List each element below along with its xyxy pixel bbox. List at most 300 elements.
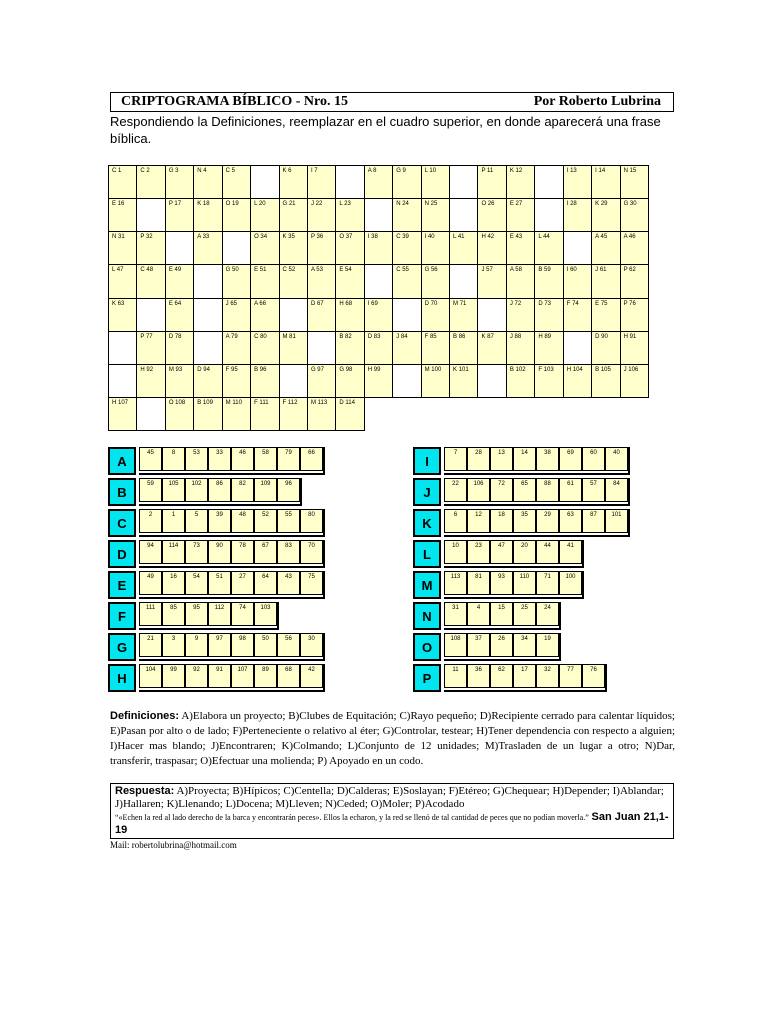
word-cell[interactable]: 54 [185, 571, 208, 595]
word-letter: D [108, 540, 136, 568]
word-letter: G [108, 633, 136, 661]
word-cell[interactable]: 1 [162, 509, 185, 533]
answer-text: A)Proyecta; B)Hípicos; C)Centella; D)Calderas; E)Soslayan; F)Etéreo; G)Chequear; H)Depender; I)Ablandar; J)Hallaren; K)Llenando; L)Docena; M)Lleven; N)Ceded; O)Moler; P)Acodado [115, 785, 664, 810]
grid-blank-cell [364, 198, 393, 232]
grid-cell: O 108 [165, 397, 194, 431]
word-cell[interactable]: 77 [559, 664, 582, 688]
word-row-f [108, 602, 279, 630]
word-cell[interactable]: 47 [490, 540, 513, 564]
grid-cell: M 93 [165, 364, 194, 398]
word-row-l [413, 540, 584, 568]
word-cell[interactable]: 105 [162, 478, 185, 502]
grid-cell: I 13 [563, 165, 592, 199]
grid-cell: J 65 [222, 298, 251, 332]
word-cell[interactable]: 87 [582, 509, 605, 533]
grid-cell: K 63 [108, 298, 137, 332]
word-cell[interactable]: 44 [536, 540, 559, 564]
grid-cell: H 68 [335, 298, 364, 332]
word-cell[interactable]: 48 [231, 509, 254, 533]
word-letter: M [413, 571, 441, 599]
word-cell[interactable]: 55 [277, 509, 300, 533]
grid-cell: H 91 [620, 331, 649, 365]
grid-cell: B 82 [335, 331, 364, 365]
grid-cell: K 35 [279, 231, 308, 265]
grid-cell: N 24 [392, 198, 421, 232]
grid-cell: C 5 [222, 165, 251, 199]
grid-cell: C 52 [279, 264, 308, 298]
grid-cell: J 61 [591, 264, 620, 298]
word-letter: A [108, 447, 136, 475]
grid-cell: C 1 [108, 165, 137, 199]
grid-cell: C 55 [392, 264, 421, 298]
word-cell[interactable]: 15 [490, 602, 513, 626]
word-cell[interactable]: 112 [208, 602, 231, 626]
grid-cell: D 70 [421, 298, 450, 332]
grid-cell: G 97 [307, 364, 336, 398]
grid-cell: N 31 [108, 231, 137, 265]
grid-cell: P 77 [136, 331, 165, 365]
word-row-j [413, 478, 630, 506]
grid-cell: L 20 [250, 198, 279, 232]
grid-blank-cell [534, 198, 563, 232]
grid-cell: K 18 [193, 198, 222, 232]
grid-cell: E 54 [335, 264, 364, 298]
grid-cell: I 14 [591, 165, 620, 199]
word-cell[interactable]: 14 [513, 447, 536, 471]
word-cell[interactable]: 83 [277, 540, 300, 564]
grid-cell: O 34 [250, 231, 279, 265]
word-cell[interactable]: 72 [490, 478, 513, 502]
grid-cell: D 83 [364, 331, 393, 365]
word-cell[interactable]: 99 [162, 664, 185, 688]
grid-cell: D 114 [335, 397, 364, 431]
grid-cell: F 111 [250, 397, 279, 431]
word-row-p [413, 664, 607, 692]
grid-blank-cell [250, 165, 279, 199]
grid-cell: K 12 [506, 165, 535, 199]
grid-blank-cell [222, 231, 251, 265]
word-cell[interactable]: 101 [605, 509, 628, 533]
word-cell[interactable]: 28 [467, 447, 490, 471]
word-cell[interactable]: 68 [277, 664, 300, 688]
word-cell[interactable]: 41 [559, 540, 582, 564]
word-cell[interactable]: 20 [513, 540, 536, 564]
grid-cell: A 8 [364, 165, 393, 199]
grid-cell: I 40 [421, 231, 450, 265]
word-cell[interactable]: 78 [231, 540, 254, 564]
grid-cell: B 105 [591, 364, 620, 398]
word-cell[interactable]: 34 [513, 633, 536, 657]
grid-cell: A 66 [250, 298, 279, 332]
word-cell[interactable]: 27 [231, 571, 254, 595]
word-cell[interactable]: 16 [162, 571, 185, 595]
word-cell[interactable]: 36 [467, 664, 490, 688]
word-cell[interactable]: 60 [582, 447, 605, 471]
word-cell[interactable]: 95 [185, 602, 208, 626]
word-cell[interactable]: 57 [582, 478, 605, 502]
word-cell[interactable]: 65 [513, 478, 536, 502]
word-cell[interactable]: 108 [444, 633, 467, 657]
grid-cell: A 33 [193, 231, 222, 265]
word-cell[interactable]: 96 [277, 478, 300, 502]
definitions [110, 709, 675, 769]
grid-cell: L 10 [421, 165, 450, 199]
word-cell[interactable]: 98 [231, 633, 254, 657]
word-cell[interactable]: 97 [208, 633, 231, 657]
word-letter: H [108, 664, 136, 692]
grid-cell: K 87 [477, 331, 506, 365]
word-letter: L [413, 540, 441, 568]
grid-cell: K 101 [449, 364, 478, 398]
grid-blank-cell [193, 298, 222, 332]
grid-cell: A 45 [591, 231, 620, 265]
grid-cell: E 51 [250, 264, 279, 298]
word-cell[interactable]: 86 [208, 478, 231, 502]
grid-cell: I 7 [307, 165, 336, 199]
grid-cell: P 36 [307, 231, 336, 265]
word-cell[interactable]: 109 [254, 478, 277, 502]
grid-cell: K 6 [279, 165, 308, 199]
grid-cell: H 89 [534, 331, 563, 365]
word-cell[interactable]: 33 [208, 447, 231, 471]
word-cell[interactable]: 76 [582, 664, 605, 688]
word-letter: B [108, 478, 136, 506]
grid-cell: L 47 [108, 264, 137, 298]
grid-blank-cell [108, 364, 137, 398]
grid-cell: B 59 [534, 264, 563, 298]
cryptogram-grid [108, 165, 648, 430]
grid-cell: H 92 [136, 364, 165, 398]
grid-blank-cell [193, 331, 222, 365]
word-cell[interactable]: 19 [536, 633, 559, 657]
grid-cell: A 53 [307, 264, 336, 298]
grid-cell: D 67 [307, 298, 336, 332]
word-letter: E [108, 571, 136, 599]
bible-citation: San Juan 21,1-19 [115, 811, 669, 836]
grid-blank-cell [534, 165, 563, 199]
word-letter: C [108, 509, 136, 537]
grid-cell: L 23 [335, 198, 364, 232]
grid-cell: I 60 [563, 264, 592, 298]
grid-cell: M 71 [449, 298, 478, 332]
word-cell[interactable]: 13 [490, 447, 513, 471]
word-cell[interactable]: 58 [254, 447, 277, 471]
word-cell[interactable]: 23 [467, 540, 490, 564]
grid-cell: E 64 [165, 298, 194, 332]
grid-blank-cell [364, 264, 393, 298]
word-cell[interactable]: 114 [162, 540, 185, 564]
grid-cell: J 72 [506, 298, 535, 332]
contact-email: Mail: robertolubrina@hotmail.com [110, 840, 237, 850]
grid-cell: G 3 [165, 165, 194, 199]
grid-cell: O 19 [222, 198, 251, 232]
instructions: Respondiendo la Definiciones, reemplazar en el cuadro superior, en donde aparecerá una frase bíblica. [110, 114, 661, 146]
grid-blank-cell [193, 264, 222, 298]
grid-blank-cell [477, 364, 506, 398]
word-cell[interactable]: 30 [300, 633, 323, 657]
word-cell[interactable]: 82 [231, 478, 254, 502]
grid-cell: H 42 [477, 231, 506, 265]
grid-cell: K 29 [591, 198, 620, 232]
word-cell[interactable]: 102 [185, 478, 208, 502]
word-letter: P [413, 664, 441, 692]
word-cell[interactable]: 49 [139, 571, 162, 595]
grid-cell: F 95 [222, 364, 251, 398]
grid-cell: E 49 [165, 264, 194, 298]
word-cell[interactable]: 111 [139, 602, 162, 626]
word-cell[interactable]: 69 [559, 447, 582, 471]
word-cell[interactable]: 70 [300, 540, 323, 564]
word-row-g [108, 633, 325, 661]
grid-cell: G 98 [335, 364, 364, 398]
grid-blank-cell [165, 231, 194, 265]
grid-blank-cell [136, 298, 165, 332]
grid-cell: D 73 [534, 298, 563, 332]
word-cell[interactable]: 110 [513, 571, 536, 595]
grid-cell: B 96 [250, 364, 279, 398]
word-cell[interactable]: 29 [536, 509, 559, 533]
grid-cell: P 32 [136, 231, 165, 265]
word-cell[interactable]: 35 [513, 509, 536, 533]
title-bar [110, 92, 674, 112]
grid-cell: D 90 [591, 331, 620, 365]
grid-blank-cell [335, 165, 364, 199]
grid-cell: O 37 [335, 231, 364, 265]
word-row-b [108, 478, 302, 506]
grid-cell: A 79 [222, 331, 251, 365]
grid-cell: B 109 [193, 397, 222, 431]
word-row-k [413, 509, 630, 537]
grid-cell: P 62 [620, 264, 649, 298]
word-cell[interactable]: 79 [277, 447, 300, 471]
grid-cell: A 58 [506, 264, 535, 298]
grid-cell: A 46 [620, 231, 649, 265]
grid-blank-cell [136, 397, 165, 431]
word-cell[interactable]: 10 [444, 540, 467, 564]
page-title: CRIPTOGRAMA BÍBLICO - Nro. 15 [121, 94, 349, 109]
grid-cell: B 86 [449, 331, 478, 365]
word-cell[interactable]: 26 [490, 633, 513, 657]
word-cell[interactable]: 31 [444, 602, 467, 626]
grid-cell: E 16 [108, 198, 137, 232]
word-cell[interactable]: 84 [605, 478, 628, 502]
word-cell[interactable]: 25 [513, 602, 536, 626]
word-cell[interactable]: 39 [208, 509, 231, 533]
word-cell[interactable]: 6 [444, 509, 467, 533]
word-cell[interactable]: 56 [277, 633, 300, 657]
word-cell[interactable]: 42 [300, 664, 323, 688]
word-cell[interactable]: 67 [254, 540, 277, 564]
word-cell[interactable]: 22 [444, 478, 467, 502]
grid-cell: F 112 [279, 397, 308, 431]
word-cell[interactable]: 5 [185, 509, 208, 533]
grid-cell: N 4 [193, 165, 222, 199]
grid-cell: C 80 [250, 331, 279, 365]
grid-cell: O 26 [477, 198, 506, 232]
word-row-n [413, 602, 561, 630]
grid-blank-cell [563, 231, 592, 265]
grid-cell: H 104 [563, 364, 592, 398]
word-row-h [108, 664, 325, 692]
word-cell[interactable]: 73 [185, 540, 208, 564]
word-cell[interactable]: 9 [185, 633, 208, 657]
grid-cell: F 85 [421, 331, 450, 365]
answer-box [110, 783, 674, 839]
word-cell[interactable]: 59 [139, 478, 162, 502]
word-row-m [413, 571, 584, 599]
word-cell[interactable]: 113 [444, 571, 467, 595]
word-row-o [413, 633, 561, 661]
word-cell[interactable]: 75 [300, 571, 323, 595]
grid-cell: G 9 [392, 165, 421, 199]
grid-cell: M 100 [421, 364, 450, 398]
grid-blank-cell [136, 198, 165, 232]
grid-cell: E 43 [506, 231, 535, 265]
word-cell[interactable]: 53 [185, 447, 208, 471]
grid-cell: J 57 [477, 264, 506, 298]
grid-cell: F 103 [534, 364, 563, 398]
grid-blank-cell [563, 331, 592, 365]
word-cell[interactable]: 46 [231, 447, 254, 471]
word-cell[interactable]: 100 [559, 571, 582, 595]
word-cell[interactable]: 93 [490, 571, 513, 595]
grid-cell: P 76 [620, 298, 649, 332]
grid-cell: L 41 [449, 231, 478, 265]
word-cell[interactable]: 40 [605, 447, 628, 471]
word-cell[interactable]: 43 [277, 571, 300, 595]
word-cell[interactable]: 51 [208, 571, 231, 595]
grid-blank-cell [449, 165, 478, 199]
definitions-label: Definiciones: [110, 710, 180, 722]
word-cell[interactable]: 8 [162, 447, 185, 471]
word-cell[interactable]: 52 [254, 509, 277, 533]
grid-cell: I 38 [364, 231, 393, 265]
word-cell[interactable]: 2 [139, 509, 162, 533]
grid-cell: J 22 [307, 198, 336, 232]
word-cell[interactable]: 74 [231, 602, 254, 626]
word-row-d [108, 540, 325, 568]
word-cell[interactable]: 89 [254, 664, 277, 688]
grid-blank-cell [307, 331, 336, 365]
word-letter: F [108, 602, 136, 630]
word-letter: K [413, 509, 441, 537]
grid-cell: M 110 [222, 397, 251, 431]
definitions-text: A)Elabora un proyecto; B)Clubes de Equitación; C)Rayo pequeño; D)Recipiente cerrado para calentar líquidos; E)Pasan por alto o de lado; F)Perteneciente o relativo al éter; G)Controlar, testear; H)Tener dependencia con respecto a alguien; I)Hacer mas blando; J)Encontraren; K)Colmando; L)Conjunto de 12 unidades; M)Trasladen de un lugar a otro; N)Dar, transferir, traspasar; O)Efectuar una molienda; P) Apoyado en un codo. [110, 710, 675, 767]
grid-cell: G 56 [421, 264, 450, 298]
word-cell[interactable]: 90 [208, 540, 231, 564]
word-cell[interactable]: 38 [536, 447, 559, 471]
grid-cell: N 15 [620, 165, 649, 199]
word-cell[interactable]: 3 [162, 633, 185, 657]
grid-cell: B 102 [506, 364, 535, 398]
grid-cell: G 50 [222, 264, 251, 298]
grid-cell: P 17 [165, 198, 194, 232]
word-row-i [413, 447, 630, 475]
grid-cell: H 107 [108, 397, 137, 431]
word-cell[interactable]: 45 [139, 447, 162, 471]
grid-cell: G 30 [620, 198, 649, 232]
grid-cell: F 74 [563, 298, 592, 332]
word-cell[interactable]: 17 [513, 664, 536, 688]
grid-cell: H 99 [364, 364, 393, 398]
word-letter: N [413, 602, 441, 630]
grid-cell: C 2 [136, 165, 165, 199]
grid-cell: I 28 [563, 198, 592, 232]
word-cell[interactable]: 18 [490, 509, 513, 533]
word-cell[interactable]: 94 [139, 540, 162, 564]
word-cell[interactable]: 103 [254, 602, 277, 626]
word-cell[interactable]: 66 [300, 447, 323, 471]
grid-cell: I 69 [364, 298, 393, 332]
word-row-a [108, 447, 325, 475]
word-cell[interactable]: 62 [490, 664, 513, 688]
word-cell[interactable]: 88 [536, 478, 559, 502]
word-cell[interactable]: 4 [467, 602, 490, 626]
grid-blank-cell [279, 298, 308, 332]
word-cell[interactable]: 92 [185, 664, 208, 688]
word-cell[interactable]: 7 [444, 447, 467, 471]
grid-cell: N 25 [421, 198, 450, 232]
word-cell[interactable]: 71 [536, 571, 559, 595]
word-cell[interactable]: 24 [536, 602, 559, 626]
word-cell[interactable]: 37 [467, 633, 490, 657]
word-cell[interactable]: 91 [208, 664, 231, 688]
grid-cell: G 21 [279, 198, 308, 232]
word-cell[interactable]: 85 [162, 602, 185, 626]
grid-cell: D 94 [193, 364, 222, 398]
word-row-e [108, 571, 325, 599]
answer-label: Respuesta: [115, 785, 175, 797]
grid-blank-cell [279, 364, 308, 398]
grid-cell: D 78 [165, 331, 194, 365]
grid-cell: J 88 [506, 331, 535, 365]
author: Por Roberto Lubrina [533, 94, 661, 109]
word-cell[interactable]: 80 [300, 509, 323, 533]
grid-cell: E 75 [591, 298, 620, 332]
grid-cell: L 44 [534, 231, 563, 265]
grid-cell: E 27 [506, 198, 535, 232]
word-cell[interactable]: 21 [139, 633, 162, 657]
word-cell[interactable]: 104 [139, 664, 162, 688]
word-cell[interactable]: 106 [467, 478, 490, 502]
grid-blank-cell [108, 331, 137, 365]
grid-blank-cell [392, 364, 421, 398]
grid-cell: J 84 [392, 331, 421, 365]
word-cell[interactable]: 63 [559, 509, 582, 533]
grid-blank-cell [392, 298, 421, 332]
word-cell[interactable]: 64 [254, 571, 277, 595]
word-cell[interactable]: 61 [559, 478, 582, 502]
word-cell[interactable]: 12 [467, 509, 490, 533]
word-letter: O [413, 633, 441, 661]
word-cell[interactable]: 107 [231, 664, 254, 688]
grid-cell: J 106 [620, 364, 649, 398]
word-letter: J [413, 478, 441, 506]
word-row-c [108, 509, 325, 537]
word-letter: I [413, 447, 441, 475]
grid-cell: M 81 [279, 331, 308, 365]
grid-blank-cell [449, 198, 478, 232]
grid-cell: C 48 [136, 264, 165, 298]
grid-cell: P 11 [477, 165, 506, 199]
grid-cell: M 113 [307, 397, 336, 431]
word-cell[interactable]: 32 [536, 664, 559, 688]
word-cell[interactable]: 11 [444, 664, 467, 688]
grid-blank-cell [449, 264, 478, 298]
word-cell[interactable]: 50 [254, 633, 277, 657]
grid-cell: C 39 [392, 231, 421, 265]
word-cell[interactable]: 81 [467, 571, 490, 595]
